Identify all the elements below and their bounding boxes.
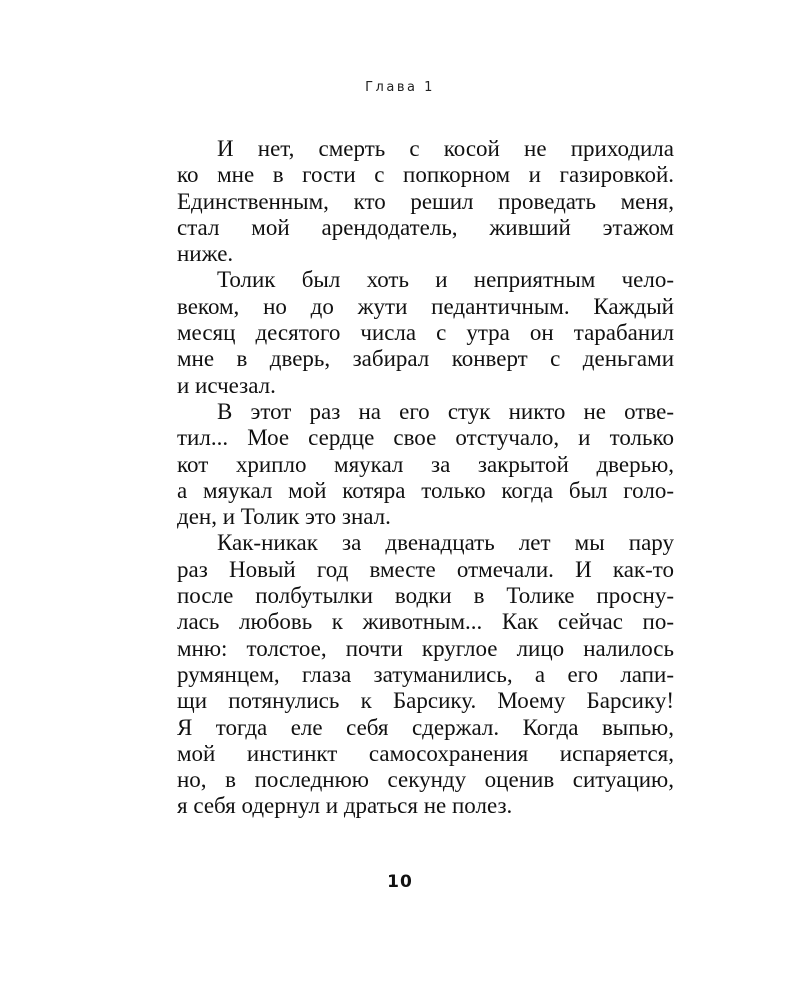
text-line: и исчезал. <box>177 372 276 398</box>
text-line: а мяукал мой котяра только когда был голо- <box>177 477 674 503</box>
body-text <box>177 136 674 820</box>
text-line: мне в дверь, забирал конверт с деньгами <box>177 346 674 372</box>
text-line: я себя одернул и драться не полез. <box>177 793 513 819</box>
text-line: румянцем, глаза затуманились, а его лапи- <box>177 661 674 687</box>
text-line: мню: толстое, почти круглое лицо налилось <box>177 635 674 661</box>
text-line: И нет, смерть с косой не приходила <box>217 136 674 161</box>
text-line: Толик был хоть и неприятным чело- <box>217 267 674 293</box>
text-line: месяц десятого числа с утра он тарабанил <box>177 320 674 346</box>
paragraph <box>177 399 674 530</box>
text-line: Я тогда еле себя сдержал. Когда выпью, <box>177 714 674 740</box>
paragraph <box>177 530 674 819</box>
text-line: ко мне в гости с попкорном и газировкой. <box>177 162 674 188</box>
text-line: щи потянулись к Барсику. Моему Барсику! <box>177 688 674 714</box>
text-line: ниже. <box>177 241 234 267</box>
text-line: Единственным, кто решил проведать меня, <box>177 188 674 214</box>
text-line: В этот раз на его стук никто не отве- <box>217 398 674 424</box>
page-number: 10 <box>387 872 413 892</box>
running-head: Глава 1 <box>365 80 435 95</box>
text-line: Как-никак за двенадцать лет мы пару <box>217 530 674 556</box>
paragraph <box>177 136 674 267</box>
text-line: стал мой арендодатель, живший этажом <box>177 214 674 240</box>
text-line: после полбутылки водки в Толике просну- <box>177 583 674 609</box>
text-line: лась любовь к животным... Как сейчас по- <box>177 609 674 635</box>
text-line: мой инстинкт самосохранения испаряется, <box>177 740 674 766</box>
text-line: тил... Мое сердце свое отстучало, и только <box>177 425 674 451</box>
text-line: раз Новый год вместе отмечали. И как-то <box>177 556 674 582</box>
text-line: кот хрипло мяукал за закрытой дверью, <box>177 451 674 477</box>
text-line: ден, и Толик это знал. <box>177 504 391 530</box>
text-line: веком, но до жути педантичным. Каждый <box>177 293 674 319</box>
paragraph <box>177 267 674 398</box>
text-line: но, в последнюю секунду оценив ситуацию, <box>177 767 674 793</box>
